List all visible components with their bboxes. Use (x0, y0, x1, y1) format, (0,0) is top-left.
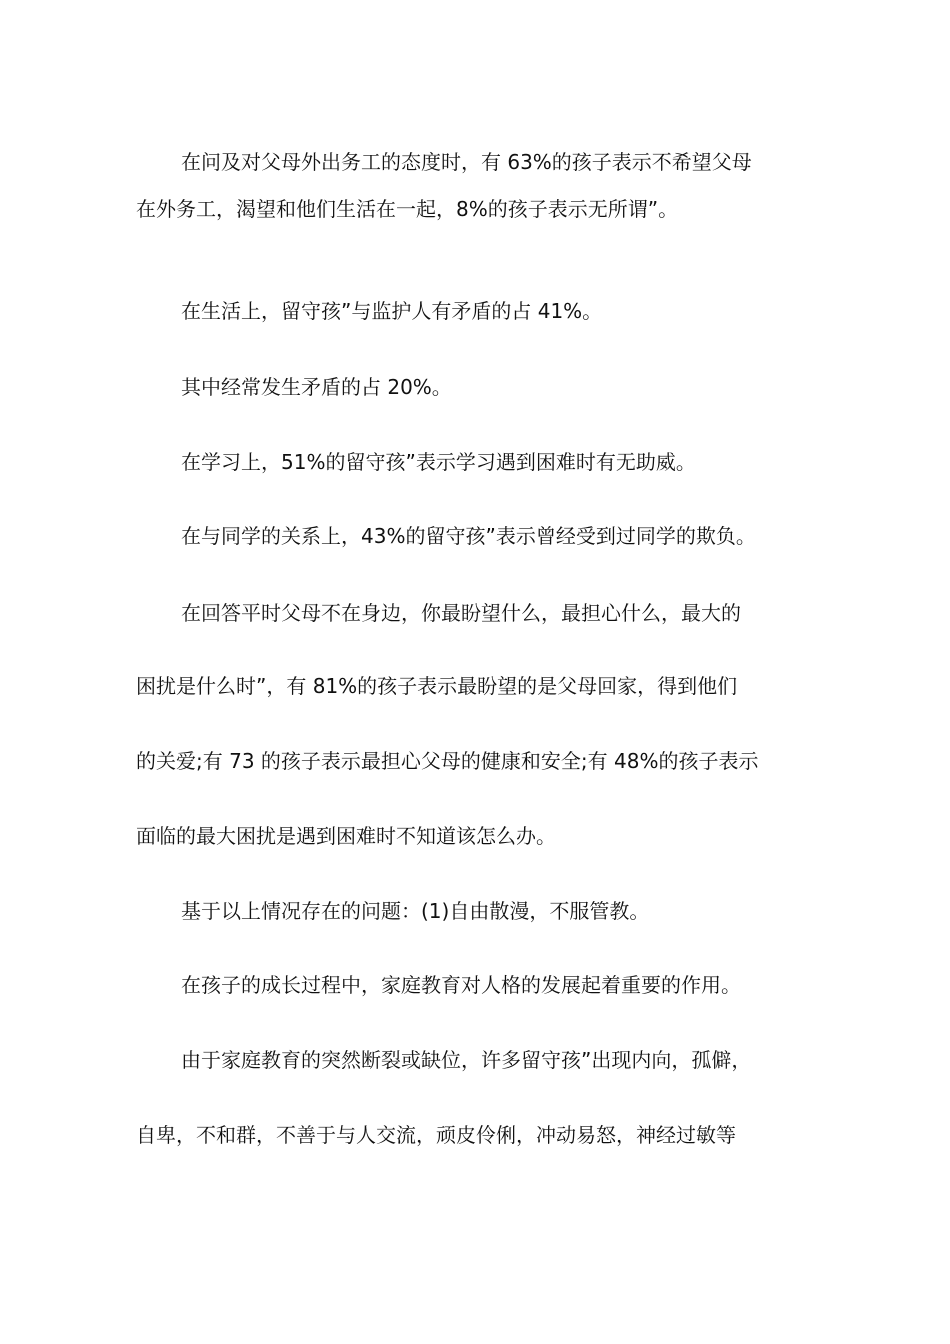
paragraph-line: 基于以上情况存在的问题：(1)自由散漫，不服管教。 (181, 899, 650, 923)
paragraph-line: 在生活上，留守孩”与监护人有矛盾的占 41%。 (181, 299, 603, 323)
paragraph-line: 在问及对父母外出务工的态度时，有 63%的孩子表示不希望父母 (181, 150, 752, 174)
paragraph-line: 在回答平时父母不在身边，你最盼望什么，最担心什么，最大的 (181, 601, 741, 625)
paragraph-line: 在与同学的关系上，43%的留守孩”表示曾经受到过同学的欺负。 (181, 524, 756, 548)
paragraph-line: 的关爱;有 73 的孩子表示最担心父母的健康和安全;有 48%的孩子表示 (136, 749, 759, 773)
paragraph-line: 在学习上，51%的留守孩”表示学习遇到困难时有无助威。 (181, 450, 696, 474)
paragraph-line: 困扰是什么时”，有 81%的孩子表示最盼望的是父母回家，得到他们 (136, 674, 738, 698)
paragraph-line: 面临的最大困扰是遇到困难时不知道该怎么办。 (136, 824, 556, 848)
paragraph-line: 其中经常发生矛盾的占 20%。 (181, 375, 452, 399)
paragraph-line: 由于家庭教育的突然断裂或缺位，许多留守孩”出现内向，孤僻， (181, 1048, 752, 1072)
paragraph-line: 自卑，不和群，不善于与人交流，顽皮伶俐，冲动易怒，神经过敏等 (136, 1123, 736, 1147)
paragraph-line: 在孩子的成长过程中，家庭教育对人格的发展起着重要的作用。 (181, 973, 741, 997)
paragraph-line: 在外务工，渴望和他们生活在一起，8%的孩子表示无所谓”。 (136, 197, 679, 221)
